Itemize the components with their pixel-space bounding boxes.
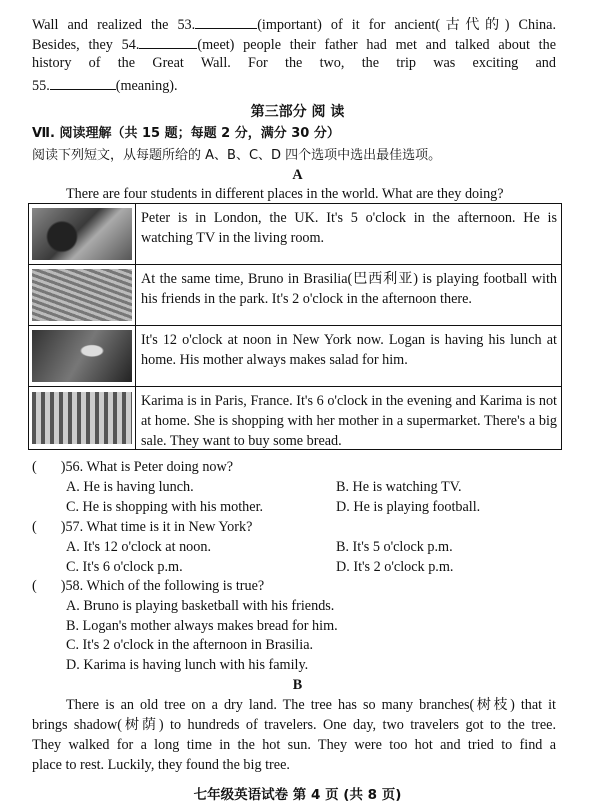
cloze-text: Besides, they 54. [32, 37, 140, 53]
option-d: D. He is playing football. [336, 499, 481, 515]
question-stem: )58. Which of the following is true? [60, 578, 265, 594]
part-title: 第三部分 阅 读 [250, 104, 345, 120]
passage-b-line-2: brings shadow(树荫) to hundreds of travelers. One day, two travelers got to the tree. [32, 717, 556, 733]
answer-blank-55[interactable] [50, 75, 116, 90]
cloze-text: Wall and realized the 53. [32, 17, 196, 33]
passage-a-label: A [292, 167, 303, 183]
table-row [29, 264, 561, 325]
passage-b-label: B [292, 677, 303, 693]
option-a: A. It's 12 o'clock at noon. [66, 539, 211, 555]
option-d: D. It's 2 o'clock p.m. [336, 559, 454, 575]
row-text: It's 12 o'clock at noon in New York now. Logan is having his lunch at home. His mother always makes salad for him. [141, 332, 557, 368]
option-b: B. It's 5 o'clock p.m. [336, 539, 453, 555]
row-text: At the same time, Bruno in Brasilia(巴西利亚) is playing football with his friends in the park. It's 2 o'clock in the afternoon there. [141, 271, 557, 307]
page-footer: 七年级英语试卷 第 4 页 (共 8 页) [193, 787, 402, 803]
question-stem: )56. What is Peter doing now? [60, 459, 234, 475]
supermarket-photo [29, 387, 136, 449]
option-b: B. He is watching TV. [336, 479, 462, 495]
cloze-line-2 [32, 34, 556, 56]
table-row [29, 325, 561, 386]
option-a: A. He is having lunch. [66, 479, 194, 495]
passage-b-line-4: place to rest. Luckily, they found the big tree. [32, 757, 290, 773]
answer-blank-53[interactable] [195, 14, 257, 29]
answer-bracket[interactable]: ( [32, 578, 37, 594]
option-b: B. Logan's mother always makes bread for him. [66, 618, 338, 634]
cloze-line-4 [32, 75, 556, 97]
question-56 [32, 458, 572, 478]
question-57 [32, 518, 572, 538]
option-c: C. It's 6 o'clock p.m. [66, 559, 183, 575]
lunch-photo [29, 326, 136, 386]
passage-b-line-3: They walked for a long time in the hot sun. They were too hot and tried to find a [32, 737, 556, 753]
question-58 [32, 577, 572, 597]
section-subtitle: Ⅶ. 阅读理解（共 15 题；每题 2 分，满分 30 分） [32, 126, 340, 141]
table-row [29, 386, 561, 449]
answer-blank-54[interactable] [139, 34, 197, 49]
answer-bracket[interactable]: ( [32, 459, 37, 475]
tv-watching-photo [29, 204, 136, 264]
football-photo [29, 265, 136, 325]
cloze-line-3: history of the Great Wall. For the two, the trip was exciting and [32, 55, 556, 71]
passage-a-intro: There are four students in different places in the world. What are they doing? [66, 186, 504, 202]
passage-b-line-1: There is an old tree on a dry land. The tree has so many branches(树枝) that it [66, 697, 556, 713]
question-stem: )57. What time is it in New York? [60, 519, 253, 535]
answer-bracket[interactable]: ( [32, 519, 37, 535]
cloze-text: 55. [32, 78, 50, 94]
row-text: Peter is in London, the UK. It's 5 o'clock in the afternoon. He is watching TV in the living room. [141, 210, 557, 246]
cloze-line-1 [32, 14, 556, 36]
option-c: C. It's 2 o'clock in the afternoon in Brasilia. [66, 637, 314, 653]
row-text: Karima is in Paris, France. It's 6 o'clock in the evening and Karima is not at home. She is shopping with her mother in a supermarket. There's a big sale. They want to buy some bread. [141, 393, 557, 449]
option-a: A. Bruno is playing basketball with his friends. [66, 598, 335, 614]
table-row [29, 204, 561, 264]
option-d: D. Karima is having lunch with his family. [66, 657, 309, 673]
cloze-text: (meet) people their father had met and talked about the [197, 37, 556, 53]
section-instruction: 阅读下列短文，从每题所给的 A、B、C、D 四个选项中选出最佳选项。 [32, 148, 442, 163]
students-table [28, 203, 562, 450]
cloze-text: (meaning). [115, 78, 178, 94]
option-c: C. He is shopping with his mother. [66, 499, 264, 515]
cloze-text: (important) of it for ancient(古代的) China. [257, 17, 556, 33]
